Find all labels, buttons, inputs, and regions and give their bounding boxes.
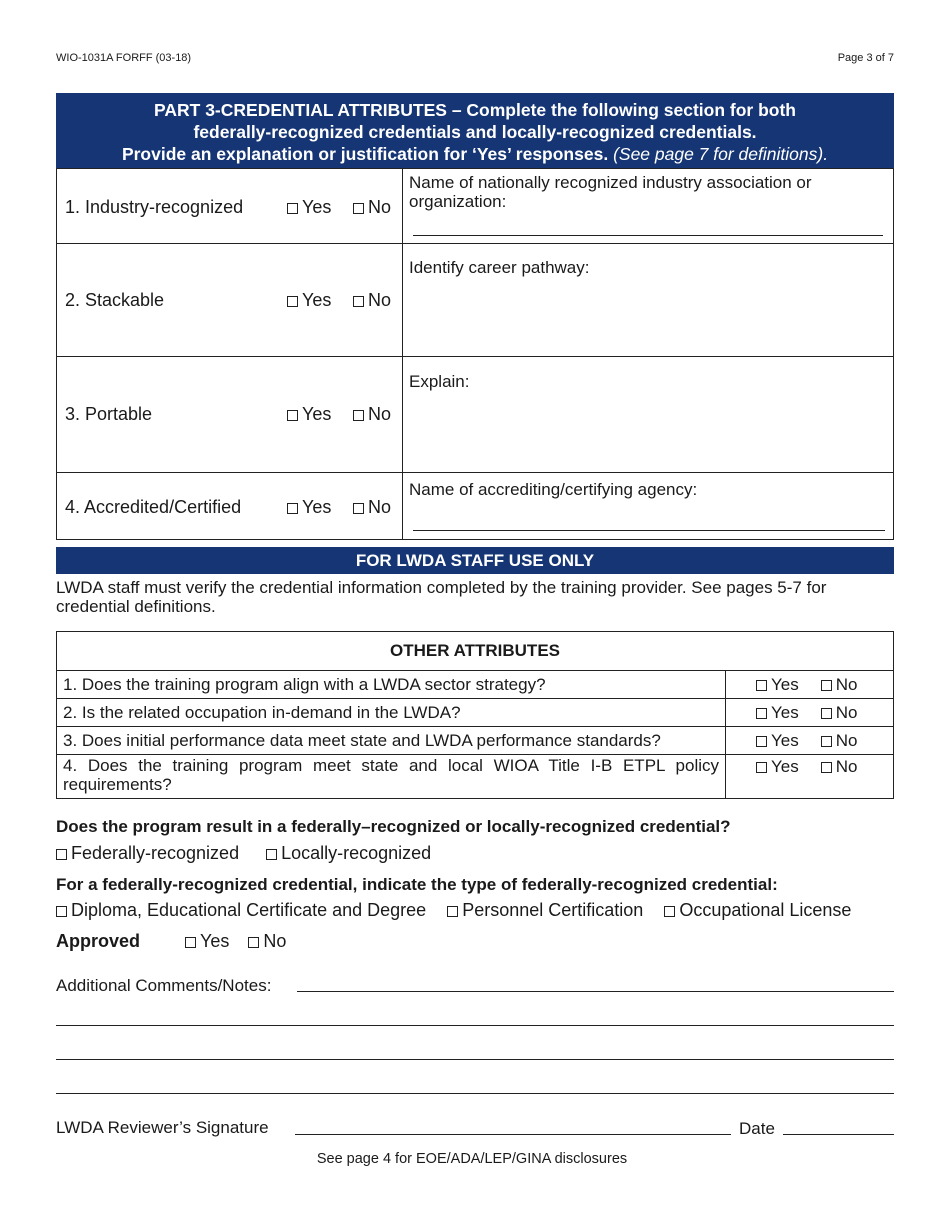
federal-type-options bbox=[56, 900, 851, 921]
signature-label: LWDA Reviewer’s Signature bbox=[56, 1118, 269, 1137]
credential-question: Does the program result in a federally–recognized or locally-recognized credential? bbox=[56, 817, 731, 836]
yes-checkbox[interactable] bbox=[756, 680, 767, 691]
yes-checkbox[interactable] bbox=[287, 203, 298, 214]
no-checkbox[interactable] bbox=[248, 937, 259, 948]
yes-checkbox[interactable] bbox=[756, 736, 767, 747]
yes-checkbox[interactable] bbox=[185, 937, 196, 948]
diploma-option[interactable]: Diploma, Educational Certificate and Degree bbox=[56, 900, 426, 921]
footer-disclosures: See page 4 for EOE/ADA/LEP/GINA disclosures bbox=[316, 1151, 628, 1167]
credential-type-options bbox=[56, 843, 431, 864]
yes-option[interactable]: Yes bbox=[756, 703, 799, 723]
occupational-license-option[interactable]: Occupational License bbox=[664, 900, 851, 920]
credential-label: 4. Accredited/Certified bbox=[65, 497, 242, 517]
credential-row bbox=[57, 357, 894, 473]
yes-checkbox[interactable] bbox=[287, 503, 298, 514]
credential-prompt: Explain: bbox=[409, 372, 470, 391]
credential-prompt: Name of nationally recognized industry association or organization: bbox=[409, 173, 812, 211]
yes-option[interactable]: Yes bbox=[287, 404, 331, 425]
federal-type-question: For a federally-recognized credential, indicate the type of federally-recognized credential: bbox=[56, 875, 778, 894]
part3-header bbox=[56, 93, 894, 168]
locally-recognized-option[interactable]: Locally-recognized bbox=[266, 843, 431, 863]
credential-label: 3. Portable bbox=[65, 404, 153, 424]
yes-checkbox[interactable] bbox=[287, 410, 298, 421]
part3-line1: PART 3-CREDENTIAL ATTRIBUTES – Complete the following section for both bbox=[154, 100, 796, 120]
yes-option[interactable]: Yes bbox=[756, 675, 799, 695]
no-option[interactable]: No bbox=[353, 197, 391, 218]
no-checkbox[interactable] bbox=[821, 680, 832, 691]
no-option[interactable]: No bbox=[353, 290, 391, 311]
credential-label: 2. Stackable bbox=[65, 290, 165, 310]
lwda-header: FOR LWDA STAFF USE ONLY bbox=[56, 547, 894, 574]
yes-checkbox[interactable] bbox=[287, 296, 298, 307]
yes-option[interactable]: Yes bbox=[756, 731, 799, 751]
no-option[interactable]: No bbox=[353, 497, 391, 518]
credential-prompt: Name of accrediting/certifying agency: bbox=[409, 480, 698, 499]
attribute-row bbox=[57, 727, 894, 755]
answer-line[interactable] bbox=[413, 235, 883, 236]
page-number: Page 3 of 7 bbox=[837, 52, 894, 64]
comments-line[interactable] bbox=[56, 1025, 894, 1026]
no-checkbox[interactable] bbox=[821, 762, 832, 773]
signature-line[interactable] bbox=[295, 1134, 731, 1135]
approved-row bbox=[56, 931, 286, 952]
date-line[interactable] bbox=[783, 1134, 894, 1135]
yes-option[interactable]: Yes bbox=[287, 197, 331, 218]
no-option[interactable]: No bbox=[821, 731, 858, 750]
attribute-question: 1. Does the training program align with a LWDA sector strategy? bbox=[57, 671, 726, 699]
no-option[interactable]: No bbox=[353, 404, 391, 425]
lwda-intro: LWDA staff must verify the credential information completed by the training provider. See pages 5-7 for credential definitions. bbox=[56, 578, 827, 616]
attribute-question: 3. Does initial performance data meet state and LWDA performance standards? bbox=[57, 727, 726, 755]
comments-line[interactable] bbox=[297, 991, 894, 992]
no-option[interactable]: No bbox=[248, 931, 286, 951]
attribute-row bbox=[57, 671, 894, 699]
part3-line2: federally-recognized credentials and locally-recognized credentials. bbox=[193, 122, 757, 142]
no-checkbox[interactable] bbox=[353, 203, 364, 214]
credential-row bbox=[57, 244, 894, 357]
no-option[interactable]: No bbox=[821, 675, 858, 694]
comments-line[interactable] bbox=[56, 1093, 894, 1094]
approved-label: Approved bbox=[56, 931, 141, 951]
yes-option[interactable]: Yes bbox=[287, 497, 331, 518]
locally-recognized-checkbox[interactable] bbox=[266, 849, 277, 860]
no-checkbox[interactable] bbox=[821, 736, 832, 747]
personnel-certification-option[interactable]: Personnel Certification bbox=[447, 900, 643, 921]
attribute-question: 2. Is the related occupation in-demand in the LWDA? bbox=[57, 699, 726, 727]
no-checkbox[interactable] bbox=[353, 410, 364, 421]
no-checkbox[interactable] bbox=[353, 503, 364, 514]
attribute-row bbox=[57, 755, 894, 799]
yes-option[interactable]: Yes bbox=[185, 931, 229, 952]
yes-checkbox[interactable] bbox=[756, 708, 767, 719]
credential-label: 1. Industry-recognized bbox=[65, 197, 244, 217]
other-attributes-title: OTHER ATTRIBUTES bbox=[57, 632, 894, 671]
comments-label: Additional Comments/Notes: bbox=[56, 976, 272, 995]
yes-checkbox[interactable] bbox=[756, 762, 767, 773]
credential-row bbox=[57, 169, 894, 244]
credential-attributes-table bbox=[56, 168, 894, 540]
attribute-row bbox=[57, 699, 894, 727]
federally-recognized-option[interactable]: Federally-recognized bbox=[56, 843, 239, 864]
answer-line[interactable] bbox=[413, 530, 885, 531]
form-id: WIO-1031A FORFF (03-18) bbox=[56, 52, 192, 64]
no-checkbox[interactable] bbox=[821, 708, 832, 719]
diploma-checkbox[interactable] bbox=[56, 906, 67, 917]
credential-prompt: Identify career pathway: bbox=[409, 258, 590, 277]
federally-recognized-checkbox[interactable] bbox=[56, 849, 67, 860]
date-label: Date bbox=[739, 1119, 775, 1138]
no-option[interactable]: No bbox=[821, 757, 858, 776]
comments-line[interactable] bbox=[56, 1059, 894, 1060]
yes-option[interactable]: Yes bbox=[287, 290, 331, 311]
yes-option[interactable]: Yes bbox=[756, 757, 799, 777]
attribute-question: 4. Does the training program meet state and local WIOA Title I-B ETPL policy requirements? bbox=[57, 755, 726, 799]
credential-row bbox=[57, 473, 894, 540]
personnel-certification-checkbox[interactable] bbox=[447, 906, 458, 917]
no-checkbox[interactable] bbox=[353, 296, 364, 307]
part3-line3: Provide an explanation or justification for ‘Yes’ responses. bbox=[121, 144, 609, 164]
occupational-license-checkbox[interactable] bbox=[664, 906, 675, 917]
other-attributes-table bbox=[56, 631, 894, 799]
part3-definitions-note: (See page 7 for definitions). bbox=[613, 144, 829, 164]
no-option[interactable]: No bbox=[821, 703, 858, 722]
